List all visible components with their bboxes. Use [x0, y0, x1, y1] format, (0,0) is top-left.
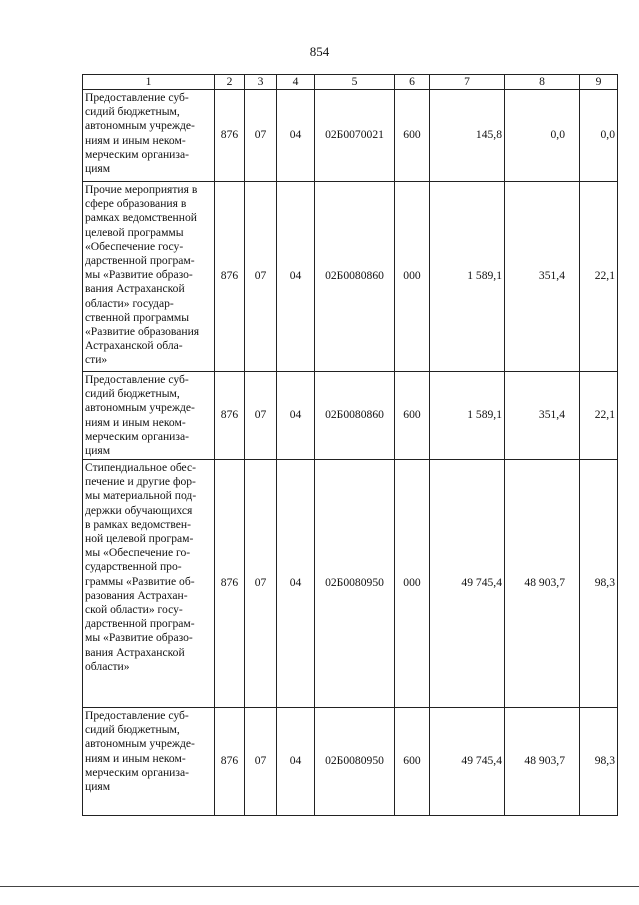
- name-line: Предоставление суб-: [85, 91, 189, 104]
- planned-amount-cell: 145,8: [430, 90, 505, 182]
- expense-type-cell: 600: [395, 708, 430, 816]
- subsection-cell: 04: [277, 182, 315, 372]
- name-line: печение и другие фор-: [85, 475, 196, 489]
- name-line: сти»: [85, 353, 108, 367]
- budget-table: [82, 74, 618, 816]
- expense-type-cell: 000: [395, 182, 430, 372]
- name-line: граммы «Развитие об-: [85, 574, 195, 588]
- column-header: 9: [580, 75, 618, 90]
- section-cell: 07: [245, 460, 277, 708]
- column-header: 2: [215, 75, 245, 90]
- name-line: сфере образования в: [85, 197, 187, 211]
- section-cell: 07: [245, 90, 277, 182]
- planned-amount-cell: 49 745,4: [430, 708, 505, 816]
- name-line: ной целевой програм-: [85, 532, 194, 546]
- name-line: области» государ-: [85, 296, 174, 310]
- name-line: Прочие мероприятия в: [85, 183, 198, 196]
- name-line: циям: [85, 162, 111, 176]
- planned-amount-cell: 49 745,4: [430, 460, 505, 708]
- name-line: ниям и иным неком-: [85, 751, 186, 765]
- percent-cell: 22,1: [580, 182, 618, 372]
- name-line: Стипендиальное обес-: [85, 461, 197, 474]
- name-line: циям: [85, 780, 111, 794]
- name-line: мерческим организа-: [85, 147, 189, 161]
- name-line: рамках ведомственной: [85, 211, 197, 225]
- name-line: «Развитие образования: [85, 325, 200, 339]
- expense-type-cell: 600: [395, 90, 430, 182]
- name-line: ской области» госу-: [85, 603, 183, 617]
- table-row: [83, 460, 618, 708]
- planned-amount-cell: 1 589,1: [430, 372, 505, 460]
- name-line: сударственной про-: [85, 560, 182, 574]
- target-article-cell: 02Б0080860: [315, 372, 395, 460]
- column-header: 3: [245, 75, 277, 90]
- name-line: дарственной програм-: [85, 617, 195, 631]
- column-header: 5: [315, 75, 395, 90]
- expense-type-cell: 000: [395, 460, 430, 708]
- executed-amount-cell: 48 903,7: [505, 708, 580, 816]
- name-line: ственной программы: [85, 310, 190, 324]
- name-line: мы «Развитие образо-: [85, 268, 193, 282]
- table-row: [83, 372, 618, 460]
- column-header: 8: [505, 75, 580, 90]
- name-line: мы «Обеспечение го-: [85, 546, 191, 560]
- name-line: мы «Развитие образо-: [85, 631, 193, 645]
- percent-cell: 22,1: [580, 372, 618, 460]
- name-line: автономным учрежде-: [85, 737, 195, 751]
- name-line: автономным учрежде-: [85, 119, 195, 133]
- name-line: держки обучающихся: [85, 503, 193, 517]
- name-line: сидий бюджетным,: [85, 723, 180, 737]
- name-line: области»: [85, 659, 130, 673]
- expense-type-cell: 600: [395, 372, 430, 460]
- bottom-rule: [0, 886, 639, 887]
- section-cell: 07: [245, 182, 277, 372]
- table-row: [83, 90, 618, 182]
- name-line: в рамках ведомствен-: [85, 517, 191, 531]
- admin-code-cell: 876: [215, 372, 245, 460]
- name-line: ниям и иным неком-: [85, 415, 186, 429]
- row-name-cell: [83, 182, 215, 372]
- admin-code-cell: 876: [215, 90, 245, 182]
- name-line: целевой программы: [85, 225, 184, 239]
- planned-amount-cell: 1 589,1: [430, 182, 505, 372]
- name-line: мерческим организа-: [85, 765, 189, 779]
- row-name-cell: [83, 460, 215, 708]
- admin-code-cell: 876: [215, 708, 245, 816]
- target-article-cell: 02Б0070021: [315, 90, 395, 182]
- name-line: автономным учрежде-: [85, 401, 195, 415]
- admin-code-cell: 876: [215, 460, 245, 708]
- executed-amount-cell: 0,0: [505, 90, 580, 182]
- name-line: Предоставление суб-: [85, 373, 189, 386]
- section-cell: 07: [245, 708, 277, 816]
- column-header: 7: [430, 75, 505, 90]
- section-cell: 07: [245, 372, 277, 460]
- name-line: дарственной програм-: [85, 254, 195, 268]
- name-line: мы материальной под-: [85, 489, 197, 503]
- name-line: вания Астраханской: [85, 282, 185, 296]
- target-article-cell: 02Б0080950: [315, 460, 395, 708]
- executed-amount-cell: 48 903,7: [505, 460, 580, 708]
- column-header: 1: [83, 75, 215, 90]
- row-name-cell: [83, 90, 215, 182]
- subsection-cell: 04: [277, 372, 315, 460]
- target-article-cell: 02Б0080860: [315, 182, 395, 372]
- name-line: Предоставление суб-: [85, 709, 189, 722]
- name-line: сидий бюджетным,: [85, 387, 180, 401]
- name-line: разования Астрахан-: [85, 588, 188, 602]
- name-line: «Обеспечение госу-: [85, 239, 184, 253]
- name-line: вания Астраханской: [85, 645, 185, 659]
- target-article-cell: 02Б0080950: [315, 708, 395, 816]
- name-line: мерческим организа-: [85, 429, 189, 443]
- column-header: 6: [395, 75, 430, 90]
- table-row: [83, 182, 618, 372]
- name-line: Астраханской обла-: [85, 339, 183, 353]
- name-line: ниям и иным неком-: [85, 133, 186, 147]
- subsection-cell: 04: [277, 90, 315, 182]
- subsection-cell: 04: [277, 708, 315, 816]
- table-row: [83, 708, 618, 816]
- table-header-row: [83, 75, 618, 90]
- name-line: сидий бюджетным,: [85, 105, 180, 119]
- executed-amount-cell: 351,4: [505, 182, 580, 372]
- subsection-cell: 04: [277, 460, 315, 708]
- percent-cell: 98,3: [580, 460, 618, 708]
- column-header: 4: [277, 75, 315, 90]
- row-name-cell: [83, 372, 215, 460]
- admin-code-cell: 876: [215, 182, 245, 372]
- page-number: 854: [309, 44, 330, 59]
- row-name-cell: [83, 708, 215, 816]
- name-line: циям: [85, 444, 111, 458]
- percent-cell: 98,3: [580, 708, 618, 816]
- percent-cell: 0,0: [580, 90, 618, 182]
- executed-amount-cell: 351,4: [505, 372, 580, 460]
